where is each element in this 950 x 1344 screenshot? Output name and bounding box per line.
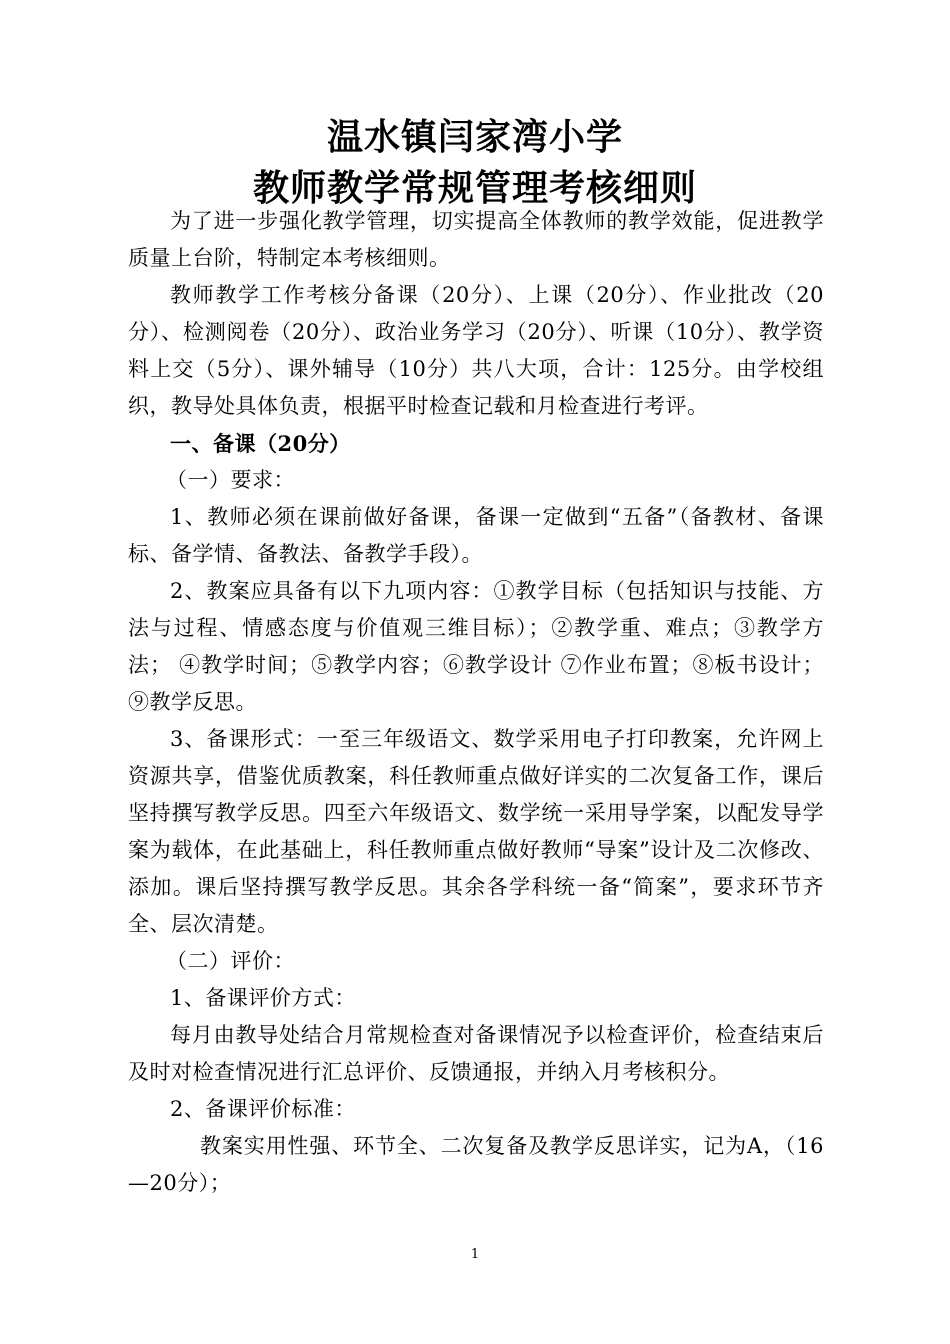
evaluation-standard-grade-a: 教案实用性强、环节全、二次复备及教学反思详实，记为A，（16—20分）；: [128, 1134, 824, 1195]
subsection-heading-evaluation: （二）评价：: [166, 949, 295, 973]
page-number: 1: [470, 1247, 480, 1262]
document-body: [128, 203, 824, 1202]
evaluation-method-paragraph: 每月由教导处结合月常规检查对备课情况予以检查评价，检查结束后及时对检查情况进行汇总评价、反馈通报，并纳入月考核积分。: [128, 1023, 824, 1084]
requirement-item-2: 2、教案应具备有以下九项内容：①教学目标（包括知识与技能、方法与过程、情感态度与价值观三维目标）；②教学重、难点；③教学方法； ④教学时间；⑤教学内容；⑥教学设计 ⑦作业布置；⑧板书设计； ⑨教学反思。: [128, 579, 824, 714]
requirement-item-3: 3、备课形式：一至三年级语文、数学采用电子打印教案，允许网上资源共享，借鉴优质教案，科任教师重点做好详实的二次复备工作，课后坚持撰写教学反思。四至六年级语文、数学统一采用导学案，以配发导学案为载体，在此基础上，科任教师重点做好教师“导案”设计及二次修改、添加。课后坚持撰写教学反思。其余各学科统一备“简案”，要求环节齐全、层次清楚。: [128, 727, 824, 936]
scoring-overview-paragraph: 教师教学工作考核分备课（20分）、上课（20分）、作业批改（20分）、检测阅卷（20分）、政治业务学习（20分）、听课（10分）、教学资料上交（5分）、课外辅导（10分）共八大项，合计：125分。由学校组织，教导处具体负责，根据平时检查记载和月检查进行考评。: [128, 283, 824, 418]
subsection-heading-requirements: （一）要求：: [166, 468, 295, 492]
requirement-item-1: 1、教师必须在课前做好备课，备课一定做到“五备”（备教材、备课标、备学情、备教法、备教学手段）。: [128, 505, 824, 566]
evaluation-standard-heading: 2、备课评价标准：: [170, 1097, 356, 1121]
document-title-rules: 教师教学常规管理考核细则: [252, 168, 697, 209]
evaluation-method-heading: 1、备课评价方式：: [170, 986, 356, 1010]
section-heading-lesson-prep: 一、备课（20分）: [170, 431, 351, 456]
intro-paragraph: 为了进一步强化教学管理，切实提高全体教师的教学效能，促进教学质量上台阶，特制定本考核细则。: [128, 209, 824, 270]
document-title-school: 温水镇闫家湾小学: [326, 117, 623, 158]
